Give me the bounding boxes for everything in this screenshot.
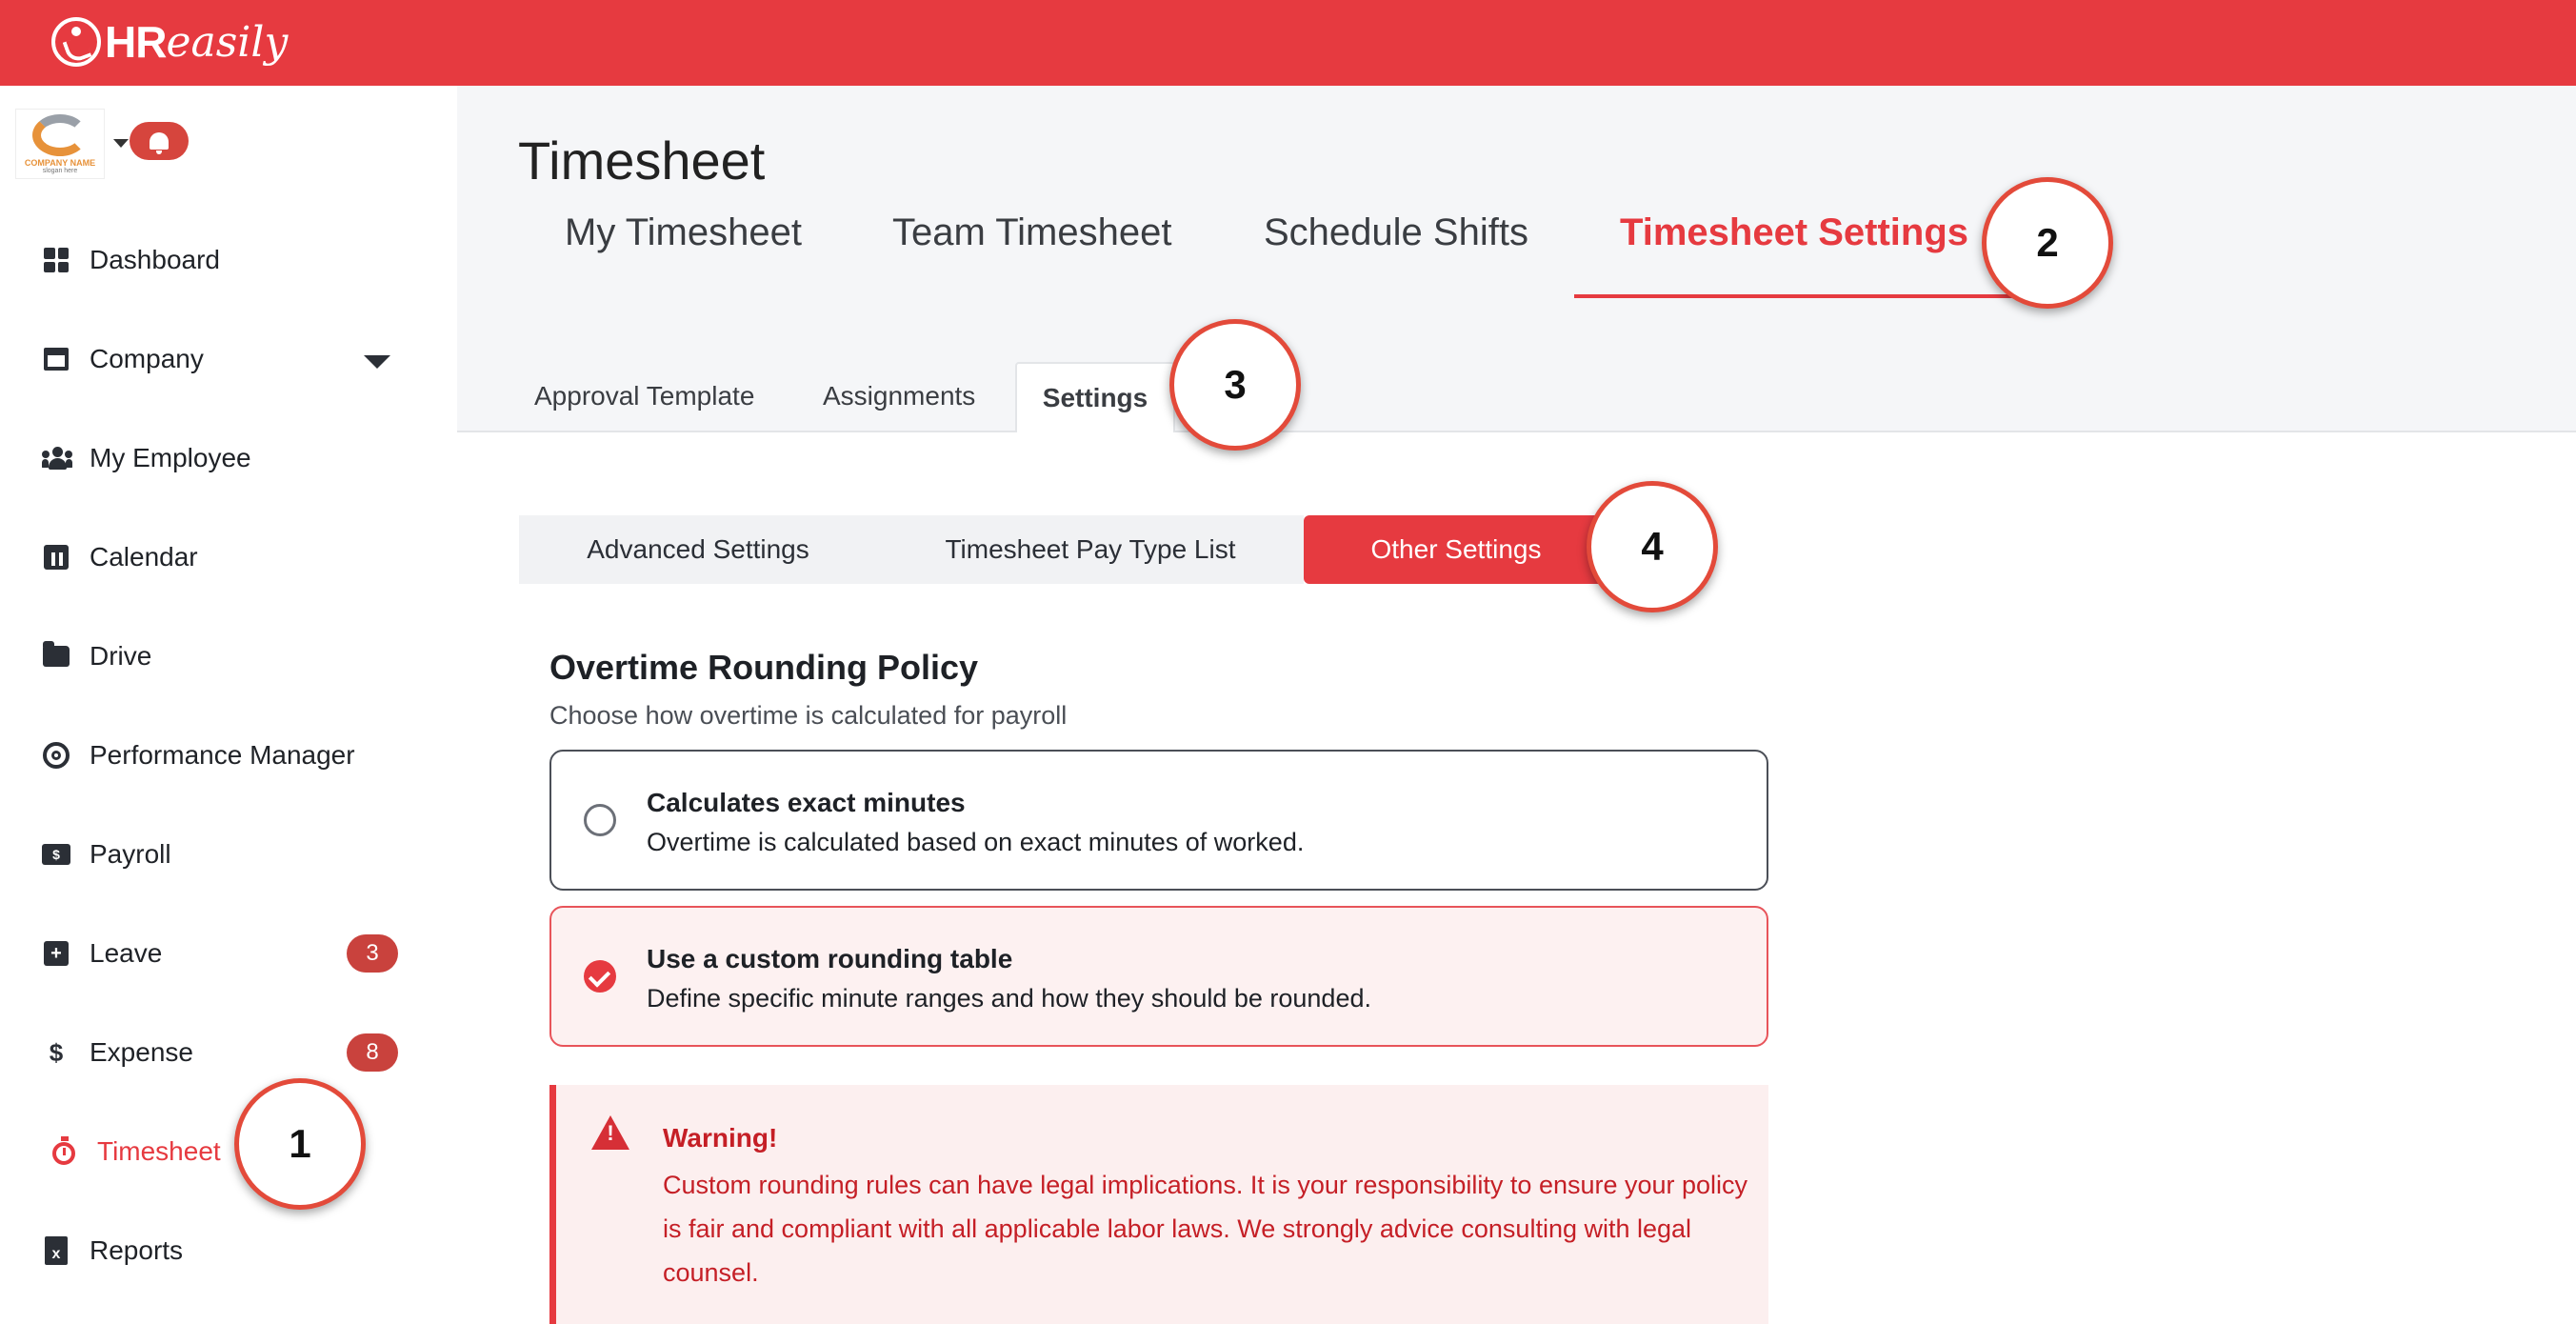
option-description: Define specific minute ranges and how they should be rounded.: [647, 984, 1371, 1013]
sidebar-item-payroll[interactable]: [42, 831, 171, 878]
option-title: Calculates exact minutes: [647, 788, 966, 817]
tab-my-timesheet[interactable]: My Timesheet: [565, 211, 802, 253]
option-custom-rounding-table[interactable]: [549, 906, 1768, 1047]
company-logo-mark: [32, 114, 88, 156]
subtab-settings[interactable]: Settings: [1015, 362, 1175, 432]
sidebar-item-expense[interactable]: [42, 1029, 193, 1076]
leave-count-badge: 3: [347, 934, 398, 973]
tab-timesheet-settings[interactable]: Timesheet Settings: [1620, 211, 1969, 253]
step-callout-4: 4: [1587, 481, 1718, 612]
top-bar: [0, 0, 2576, 86]
company-logo[interactable]: [15, 109, 105, 179]
hand-dollar-icon: $: [49, 1037, 64, 1067]
calendar-plus-icon: +: [42, 939, 70, 968]
expense-count-badge: 8: [347, 1033, 398, 1072]
sidebar-item-my-employee[interactable]: [42, 434, 251, 482]
sidebar-item-label: Drive: [90, 641, 152, 671]
sidebar-item-reports[interactable]: [42, 1227, 183, 1274]
sidebar-item-label: My Employee: [90, 443, 251, 472]
money-bill-icon: $: [42, 840, 70, 869]
company-expand-chevron-icon[interactable]: [364, 355, 390, 369]
sidebar-item-label: Timesheet: [97, 1136, 221, 1166]
step-callout-1: 1: [234, 1078, 366, 1210]
sidebar-item-leave[interactable]: [42, 930, 162, 977]
bell-icon: [150, 132, 169, 150]
tab-schedule-shifts[interactable]: Schedule Shifts: [1264, 211, 1528, 253]
option-description: Overtime is calculated based on exact minutes of worked.: [647, 828, 1305, 856]
archive-icon: [42, 345, 70, 373]
sidebar-item-label: Performance Manager: [90, 740, 355, 770]
sidebar-item-dashboard[interactable]: [42, 236, 220, 284]
dashboard-icon: [42, 246, 70, 274]
sidebar-item-label: Calendar: [90, 542, 198, 572]
option-title: Use a custom rounding table: [647, 944, 1013, 973]
sidebar-item-drive[interactable]: [42, 632, 151, 680]
section-subtitle: Choose how overtime is calculated for payroll: [549, 701, 1068, 730]
notification-button[interactable]: [130, 122, 189, 160]
subtab-assignments[interactable]: Assignments: [823, 381, 976, 411]
sidebar-item-label: Dashboard: [90, 245, 220, 274]
tab-team-timesheet[interactable]: Team Timesheet: [892, 211, 1172, 253]
active-tab-indicator: [1574, 294, 2012, 298]
step-callout-3: 3: [1169, 319, 1301, 451]
sidebar-item-label: Company: [90, 344, 204, 373]
calendar-icon: [42, 543, 70, 572]
segment-other-settings[interactable]: Other Settings: [1304, 515, 1608, 584]
users-icon: [42, 444, 70, 472]
warning-exclamation-icon: !: [607, 1121, 614, 1145]
target-icon: [42, 741, 70, 770]
warning-body: Custom rounding rules can have legal implications. It is your responsibility to ensure your policy is fair and compliant with all applicable labor laws. We strongly advice consulting with legal counsel.: [663, 1171, 1748, 1287]
step-callout-2: 2: [1982, 177, 2113, 309]
page-title: Timesheet: [518, 130, 766, 191]
segment-timesheet-pay-type-list[interactable]: Timesheet Pay Type List: [877, 515, 1304, 584]
sidebar-item-label: Reports: [90, 1235, 184, 1265]
radio-unchecked[interactable]: [584, 804, 616, 836]
sidebar-item-label: Payroll: [90, 839, 171, 869]
sidebar-item-label: Expense: [90, 1037, 193, 1067]
stopwatch-icon: [50, 1137, 78, 1166]
segment-advanced-settings[interactable]: Advanced Settings: [519, 515, 877, 584]
warning-title: Warning!: [663, 1123, 778, 1153]
sidebar-item-timesheet[interactable]: [50, 1128, 221, 1175]
sidebar-item-company[interactable]: [42, 335, 204, 383]
file-excel-icon: x: [42, 1236, 70, 1265]
brand-name-bold: HR: [105, 17, 167, 67]
brand-person-icon: [51, 17, 101, 67]
sidebar-item-label: Leave: [90, 938, 163, 968]
section-title: Overtime Rounding Policy: [549, 648, 979, 687]
brand-logo[interactable]: [51, 13, 288, 70]
company-switch-caret-icon[interactable]: [113, 139, 129, 148]
subtab-approval-template[interactable]: Approval Template: [534, 381, 755, 411]
option-exact-minutes[interactable]: [549, 750, 1768, 891]
company-logo-name: COMPANY NAME: [24, 157, 96, 168]
company-logo-slogan: slogan here: [42, 167, 78, 174]
sidebar-item-calendar[interactable]: [42, 533, 198, 581]
brand-name-italic: easily: [166, 17, 289, 67]
warning-alert: [549, 1085, 1768, 1324]
radio-checked-icon[interactable]: [584, 960, 616, 993]
sidebar-item-performance-manager[interactable]: [42, 732, 355, 779]
folder-icon: [42, 642, 70, 671]
